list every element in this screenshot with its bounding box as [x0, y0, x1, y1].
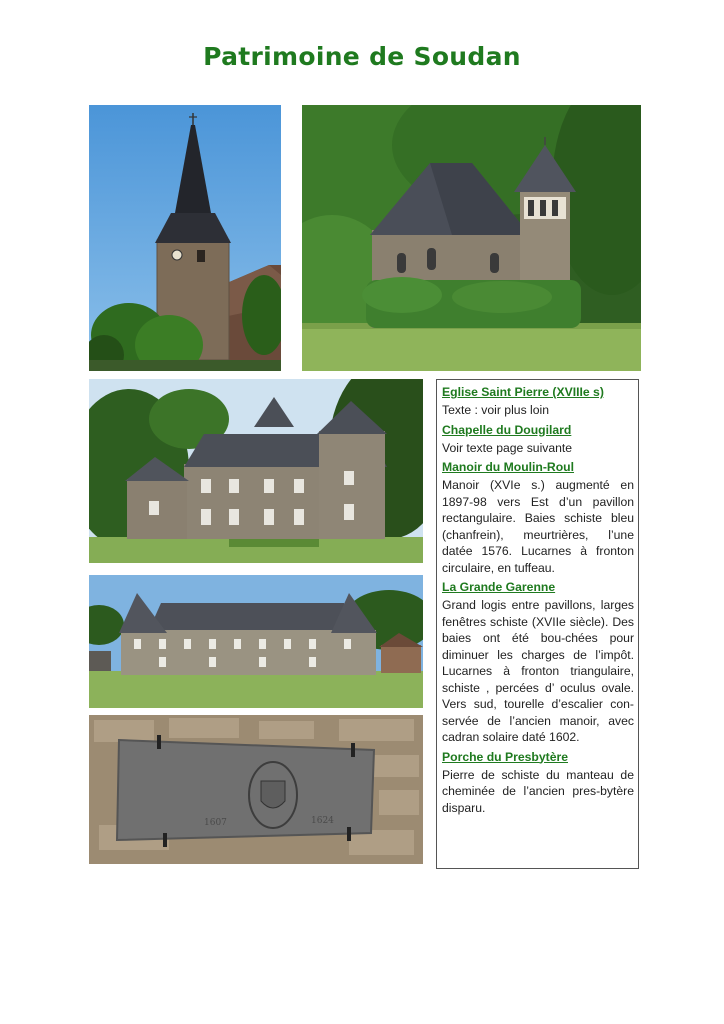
- text-garenne: Grand logis entre pavillons, larges fenêtres schiste (XVIIe siècle). Des baies ont été bou-chées pour diminuer les charges de l’impôt. Lucarnes à fronton triangulaire, schiste , percées d’ oculus ovale. Vers sud, tourelle d’escalier con-servée de l’ancien manoir, avec cadran solaire daté 1602.: [442, 598, 634, 744]
- photo-eglise-saint-pierre: [89, 105, 281, 371]
- heading-eglise: Eglise Saint Pierre (XVIIIe s): [442, 385, 604, 399]
- heading-chapelle: Chapelle du Dougilard: [442, 422, 572, 437]
- photo-chapelle-du-dougilard: [302, 105, 641, 371]
- text-eglise: Texte : voir plus loin: [442, 403, 550, 417]
- text-chapelle: Voir texte page suivante: [442, 440, 573, 455]
- heading-porche: Porche du Presbytère: [442, 749, 568, 764]
- heading-garenne: La Grande Garenne: [442, 580, 556, 594]
- church-illustration: [89, 105, 281, 371]
- porche-illustration: [89, 715, 423, 864]
- photo-porche-du-presbytere: [89, 715, 423, 864]
- photo-manoir-du-moulin-roul: [89, 379, 423, 563]
- photo-la-grande-garenne: [89, 575, 423, 708]
- page-title: Patrimoine de Soudan: [203, 42, 521, 71]
- chapel-illustration: [302, 105, 641, 371]
- descriptions-box: [436, 379, 639, 869]
- plaque-right-date: 1624: [311, 816, 334, 826]
- plaque-left-date: 1607: [204, 818, 227, 828]
- manoir-illustration: [89, 379, 423, 563]
- heading-manoir: Manoir du Moulin-Roul: [442, 460, 575, 474]
- text-manoir: Manoir (XVIe s.) augmenté en 1897-98 vers Est d’un pavillon rectangulaire. Baies schiste bleu (chanfrein), meurtrières, l’une datée 1576. Lucarnes à fronton circulaire, en tuffeau.: [442, 478, 634, 575]
- garenne-illustration: [89, 575, 423, 708]
- text-porche: Pierre de schiste du manteau de cheminée de l’ancien pres-bytère disparu.: [442, 767, 634, 815]
